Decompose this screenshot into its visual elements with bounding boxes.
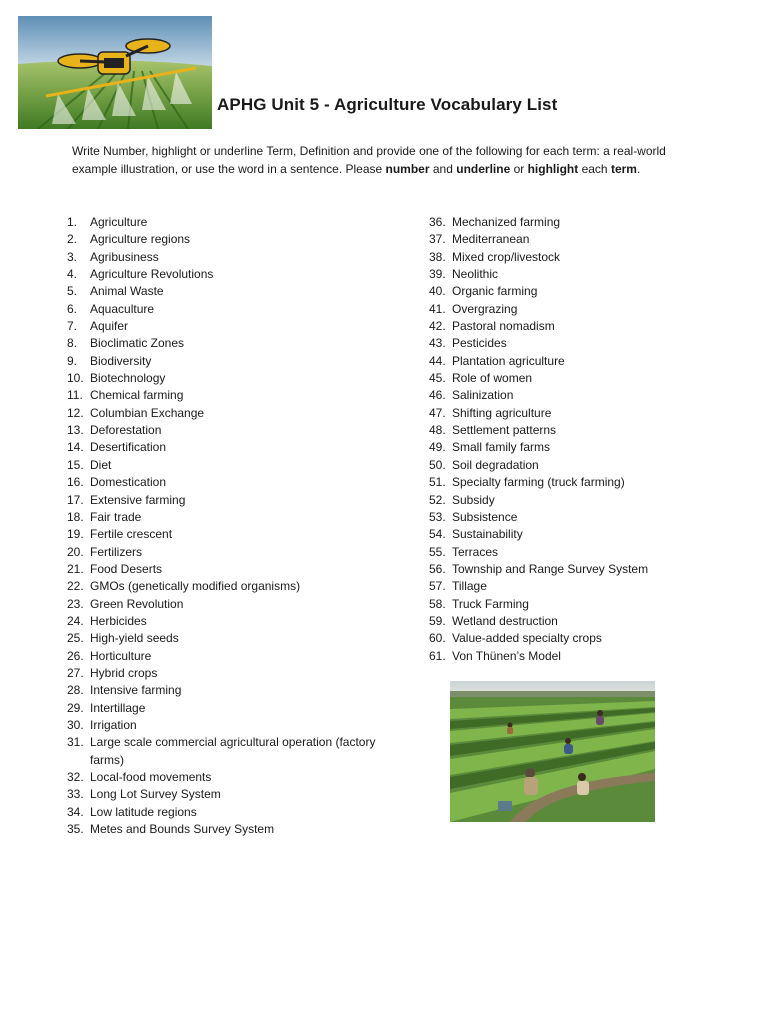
item-number: 1. — [67, 215, 78, 229]
vocabulary-item — [429, 457, 749, 474]
item-number: 34. — [67, 804, 84, 819]
vocabulary-item — [67, 266, 397, 283]
vocabulary-item — [429, 630, 749, 647]
item-number: 30. — [67, 717, 84, 732]
item-number: 49. — [429, 440, 446, 455]
item-term: Hybrid crops — [90, 665, 158, 680]
vocabulary-item — [67, 648, 397, 665]
item-number: 21. — [67, 561, 84, 576]
item-term: Terraces — [452, 544, 499, 559]
vocabulary-list-right — [429, 214, 749, 665]
item-term: Von Thünen’s Model — [452, 648, 561, 663]
item-number: 38. — [429, 249, 446, 264]
item-number: 2. — [67, 232, 78, 247]
item-number: 5. — [67, 284, 78, 299]
item-number: 46. — [429, 388, 446, 403]
item-number: 26. — [67, 648, 84, 663]
item-number: 8. — [67, 336, 78, 351]
item-number: 25. — [67, 631, 84, 646]
item-number: 15. — [67, 457, 84, 472]
item-term: Aquaculture — [90, 301, 155, 316]
vocabulary-item — [429, 509, 749, 526]
item-term: Extensive farming — [90, 492, 186, 507]
item-term: Subsidy — [452, 492, 495, 507]
item-term: Neolithic — [452, 267, 499, 282]
vocabulary-item — [67, 474, 397, 491]
item-number: 27. — [67, 665, 84, 680]
item-number: 40. — [429, 284, 446, 299]
vocabulary-item — [429, 648, 749, 665]
item-number: 29. — [67, 700, 84, 715]
item-term: Biodiversity — [90, 353, 152, 368]
vocabulary-item — [67, 769, 397, 786]
item-term: High-yield seeds — [90, 631, 179, 646]
vocabulary-item — [67, 231, 397, 248]
item-term: Green Revolution — [90, 596, 184, 611]
vocabulary-list-left — [67, 214, 397, 838]
vocabulary-item — [67, 283, 397, 300]
item-number: 59. — [429, 613, 446, 628]
vocabulary-item — [429, 474, 749, 491]
vocabulary-item — [67, 682, 397, 699]
item-number: 20. — [67, 544, 84, 559]
item-term: Diet — [90, 457, 112, 472]
item-term: Long Lot Survey System — [90, 787, 221, 802]
vocabulary-item — [67, 509, 397, 526]
vocabulary-item — [67, 804, 397, 821]
item-term: Desertification — [90, 440, 167, 455]
vocabulary-item — [429, 405, 749, 422]
item-term: Low latitude regions — [90, 804, 197, 819]
item-number: 22. — [67, 579, 84, 594]
item-number: 61. — [429, 648, 446, 663]
item-term: Truck Farming — [452, 596, 529, 611]
vocabulary-item — [429, 422, 749, 439]
vocabulary-item — [67, 717, 397, 734]
vocabulary-item — [429, 214, 749, 231]
item-number: 54. — [429, 527, 446, 542]
item-number: 16. — [67, 475, 84, 490]
page-title: APHG Unit 5 - Agriculture Vocabulary List — [217, 95, 558, 114]
item-number: 53. — [429, 509, 446, 524]
item-term: Agriculture Revolutions — [90, 267, 214, 282]
vocabulary-item — [429, 318, 749, 335]
vocabulary-item — [429, 526, 749, 543]
vocabulary-item — [67, 665, 397, 682]
item-term: Biotechnology — [90, 371, 166, 386]
item-number: 58. — [429, 596, 446, 611]
item-number: 24. — [67, 613, 84, 628]
item-number: 60. — [429, 631, 446, 646]
item-term: Mechanized farming — [452, 215, 561, 229]
item-number: 33. — [67, 787, 84, 802]
item-number: 13. — [67, 423, 84, 438]
vocabulary-item — [429, 439, 749, 456]
vocabulary-item — [429, 249, 749, 266]
item-term: Agriculture regions — [90, 232, 191, 247]
vocabulary-item — [429, 387, 749, 404]
vocabulary-item — [67, 249, 397, 266]
item-term: Bioclimatic Zones — [90, 336, 185, 351]
item-term: Fertilizers — [90, 544, 143, 559]
item-number: 18. — [67, 509, 84, 524]
item-number: 12. — [67, 405, 84, 420]
item-term: Aquifer — [90, 319, 129, 334]
vocabulary-item — [429, 596, 749, 613]
vocabulary-item — [429, 578, 749, 595]
item-number: 35. — [67, 822, 84, 837]
vocabulary-item — [67, 439, 397, 456]
item-term: Agribusiness — [90, 249, 159, 264]
vocabulary-item — [67, 734, 397, 769]
item-number: 36. — [429, 215, 446, 229]
item-term: Intensive farming — [90, 683, 182, 698]
crop-spraying-drone-image — [18, 16, 212, 129]
item-term: Specialty farming (truck farming) — [452, 475, 625, 490]
vocabulary-item — [67, 630, 397, 647]
item-number: 51. — [429, 475, 446, 490]
item-number: 4. — [67, 267, 78, 282]
item-term: Small family farms — [452, 440, 551, 455]
item-term: Shifting agriculture — [452, 405, 552, 420]
item-number: 41. — [429, 301, 446, 316]
item-term: Columbian Exchange — [90, 405, 205, 420]
item-number: 45. — [429, 371, 446, 386]
item-number: 31. — [67, 735, 84, 750]
item-number: 39. — [429, 267, 446, 282]
vocabulary-item — [67, 492, 397, 509]
item-term: GMOs (genetically modified organisms) — [90, 579, 301, 594]
vocabulary-item — [67, 526, 397, 543]
vocabulary-item — [67, 301, 397, 318]
item-number: 11. — [67, 388, 83, 403]
vocabulary-item — [67, 578, 397, 595]
vocabulary-item — [67, 821, 397, 838]
item-number: 3. — [67, 249, 78, 264]
vocabulary-item — [67, 596, 397, 613]
item-number: 56. — [429, 561, 446, 576]
item-term: Sustainability — [452, 527, 523, 542]
item-number: 47. — [429, 405, 446, 420]
vocabulary-item — [67, 561, 397, 578]
item-term: Metes and Bounds Survey System — [90, 822, 275, 837]
vocabulary-item — [429, 266, 749, 283]
vocabulary-item — [67, 370, 397, 387]
item-number: 9. — [67, 353, 78, 368]
item-number: 7. — [67, 319, 78, 334]
item-term: Mixed crop/livestock — [452, 249, 561, 264]
item-term: Intertillage — [90, 700, 146, 715]
item-term: Animal Waste — [90, 284, 164, 299]
item-term: Plantation agriculture — [452, 353, 565, 368]
vocabulary-item — [429, 370, 749, 387]
item-term: Settlement patterns — [452, 423, 557, 438]
instructions-paragraph: Write Number, highlight or underline Term, Definition and provide one of the following for each term: a real-world example illustration, or use the word in a sentence. Please number and underline or highlight each term. — [72, 144, 666, 176]
item-number: 28. — [67, 683, 84, 698]
vocabulary-item — [429, 492, 749, 509]
vocabulary-item — [429, 231, 749, 248]
vocabulary-item — [67, 335, 397, 352]
item-term: Pastoral nomadism — [452, 319, 555, 334]
vocabulary-item — [67, 613, 397, 630]
item-number: 6. — [67, 301, 78, 316]
vocabulary-item — [67, 700, 397, 717]
vocabulary-item — [429, 283, 749, 300]
item-number: 57. — [429, 579, 446, 594]
item-term: Fair trade — [90, 509, 142, 524]
vocabulary-item — [429, 301, 749, 318]
item-term: Agriculture — [90, 215, 148, 229]
item-number: 17. — [67, 492, 84, 507]
item-term: Salinization — [452, 388, 514, 403]
item-number: 23. — [67, 596, 84, 611]
vocabulary-item — [429, 613, 749, 630]
item-number: 44. — [429, 353, 446, 368]
vocabulary-item — [67, 544, 397, 561]
vocabulary-item — [67, 457, 397, 474]
item-number: 10. — [67, 371, 84, 386]
item-term: Large scale commercial agricultural operation (factory farms) — [90, 735, 376, 767]
item-number: 50. — [429, 457, 446, 472]
vocabulary-item — [67, 405, 397, 422]
item-term: Value-added specialty crops — [452, 631, 602, 646]
vocabulary-item — [67, 214, 397, 231]
vocabulary-item — [429, 353, 749, 370]
item-number: 14. — [67, 440, 84, 455]
item-term: Overgrazing — [452, 301, 518, 316]
vocabulary-item — [429, 335, 749, 352]
vocabulary-item — [429, 544, 749, 561]
vocabulary-item — [67, 353, 397, 370]
item-term: Role of women — [452, 371, 533, 386]
item-term: Deforestation — [90, 423, 162, 438]
vocabulary-item — [67, 786, 397, 803]
item-term: Food Deserts — [90, 561, 163, 576]
item-term: Fertile crescent — [90, 527, 173, 542]
farm-workers-field-image — [450, 681, 655, 822]
vocabulary-item — [67, 422, 397, 439]
vocabulary-item — [429, 561, 749, 578]
item-term: Tillage — [452, 579, 487, 594]
item-term: Mediterranean — [452, 232, 530, 247]
item-term: Domestication — [90, 475, 167, 490]
item-term: Irrigation — [90, 717, 137, 732]
item-number: 43. — [429, 336, 446, 351]
item-number: 42. — [429, 319, 446, 334]
item-number: 32. — [67, 770, 84, 784]
item-number: 37. — [429, 232, 446, 247]
vocabulary-item — [67, 387, 397, 404]
vocabulary-item — [67, 318, 397, 335]
item-term: Soil degradation — [452, 457, 539, 472]
item-number: 48. — [429, 423, 446, 438]
item-number: 19. — [67, 527, 84, 542]
item-term: Local-food movements — [90, 770, 212, 784]
item-term: Subsistence — [452, 509, 518, 524]
item-number: 55. — [429, 544, 446, 559]
item-term: Organic farming — [452, 284, 538, 299]
item-number: 52. — [429, 492, 446, 507]
item-term: Chemical farming — [90, 388, 184, 403]
item-term: Wetland destruction — [452, 613, 558, 628]
item-term: Township and Range Survey System — [452, 561, 649, 576]
item-term: Pesticides — [452, 336, 507, 351]
item-term: Herbicides — [90, 613, 147, 628]
item-term: Horticulture — [90, 648, 152, 663]
